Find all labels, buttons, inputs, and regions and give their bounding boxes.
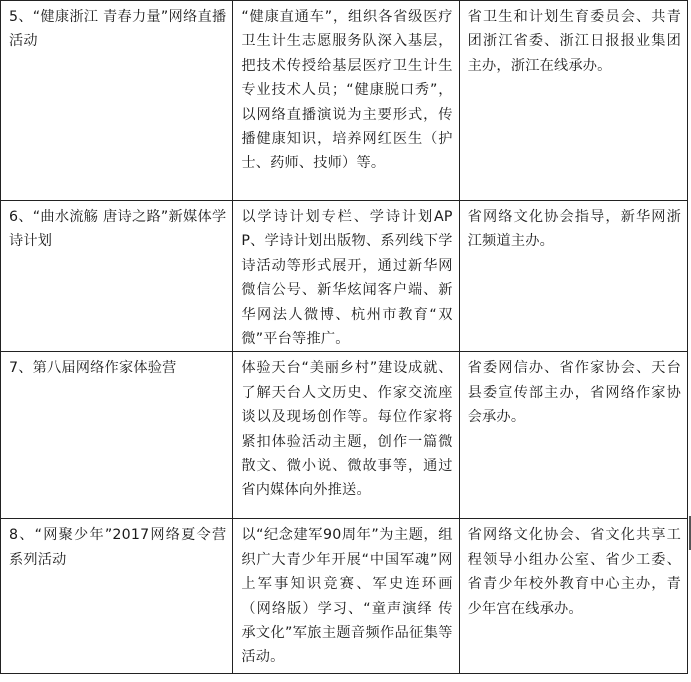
table-row	[1, 519, 688, 674]
activity-content: 以学诗计划专栏、学诗计划APP、学诗计划出版物、系列线下学诗活动等形式展开，通过新华网微信公号、新华炫闻客户端、新华网法人微博、杭州市教育“双微”平台等推广。	[241, 209, 453, 348]
table-row	[1, 1, 688, 201]
activity-content: 体验天台“美丽乡村”建设成就、了解天台人文历史、作家交流座谈以及现场创作等。每位作家将紧扣体验活动主题，创作一篇微散文、微小说、微故事等，通过省内媒体向外推送。	[241, 360, 453, 499]
activity-name-cell	[1, 352, 233, 519]
activity-organizer: 省网络文化协会指导，新华网浙江频道主办。	[467, 209, 681, 250]
activity-content-cell	[233, 201, 459, 352]
activity-content-cell	[233, 1, 459, 201]
activity-organizer-cell	[459, 201, 687, 352]
activity-organizer: 省委网信办、省作家协会、天台县委宣传部主办，省网络作家协会承办。	[467, 360, 681, 426]
activity-organizer: 省卫生和计划生育委员会、共青团浙江省委、浙江日报报业集团主办，浙江在线承办。	[467, 9, 681, 74]
activity-content-cell	[233, 519, 459, 674]
activity-name-cell	[1, 1, 233, 201]
activity-organizer: 省网络文化协会、省文化共享工程领导小组办公室、省少工委、省青少年校外教育中心主办，青少年宫在线承办。	[467, 527, 681, 617]
activity-name-cell	[1, 519, 233, 674]
table-row	[1, 352, 688, 519]
activity-organizer-cell	[459, 352, 687, 519]
activity-name: 8、“网聚少年”2017网络夏令营系列活动	[9, 527, 227, 568]
activity-content: 以“纪念建军90周年”为主题，组织广大青少年开展“中国军魂”网上军事知识竞赛、军史连环画（网络版）学习、“童声演绎 传承文化”军旅主题音频作品征集等活动。	[241, 527, 453, 666]
activity-name: 6、“曲水流觞 唐诗之路”新媒体学诗计划	[9, 209, 227, 250]
activity-content-cell	[233, 352, 459, 519]
activity-organizer-cell	[459, 519, 687, 674]
table-row	[1, 201, 688, 352]
activity-name-cell	[1, 201, 233, 352]
activity-name: 5、“健康浙江 青春力量”网络直播活动	[9, 9, 227, 50]
activity-organizer-cell	[459, 1, 687, 201]
activity-content: “健康直通车”，组织各省级医疗卫生计生志愿服务队深入基层，把技术传授给基层医疗卫生计生专业技术人员；“健康脱口秀”，以网络直播演说为主要形式，传播健康知识，培养网红医生（护士、药师、技师）等。	[241, 9, 453, 172]
activity-name: 7、第八届网络作家体验营	[9, 360, 177, 377]
